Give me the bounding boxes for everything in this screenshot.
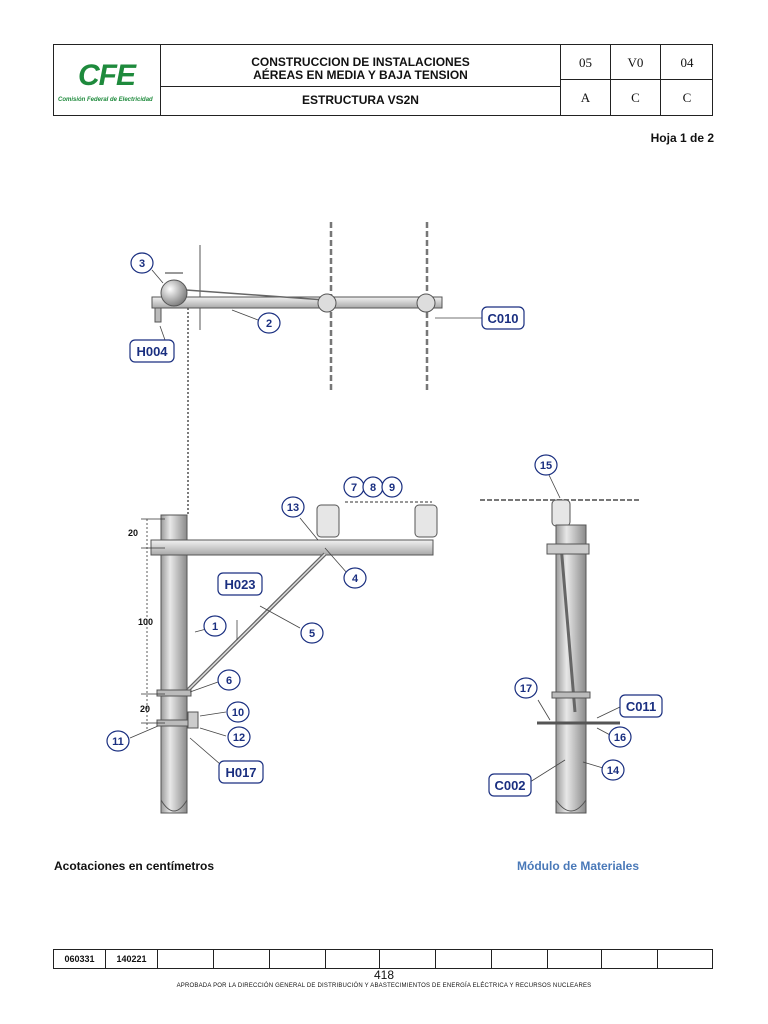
svg-text:H004: H004 xyxy=(136,344,168,359)
code-cell: C xyxy=(682,90,692,105)
callout-16 xyxy=(609,727,631,747)
label-c010 xyxy=(482,307,524,329)
callout-9 xyxy=(382,477,402,497)
band-clamp xyxy=(157,690,191,696)
revision-cell xyxy=(270,950,326,968)
leader-5 xyxy=(260,606,300,628)
callout-6 xyxy=(218,670,240,690)
side-clamp-top xyxy=(547,544,589,554)
svg-text:3: 3 xyxy=(138,258,146,270)
top-view xyxy=(152,222,482,515)
leader-h004 xyxy=(160,326,165,340)
callout-14 xyxy=(602,760,624,780)
label-h004 xyxy=(130,340,174,362)
leader-10 xyxy=(200,712,226,716)
logo-subtitle: Comisión Federal de Electricidad xyxy=(58,97,153,103)
revision-table xyxy=(53,949,713,969)
svg-text:8: 8 xyxy=(369,482,377,494)
insulator-front-1 xyxy=(317,505,339,537)
materials-module: Módulo de Materiales xyxy=(517,859,640,873)
revision-cell xyxy=(548,950,602,968)
leader-13 xyxy=(300,518,318,540)
svg-text:12: 12 xyxy=(232,732,246,744)
revision-cell xyxy=(492,950,548,968)
code-cell: 05 xyxy=(561,45,611,80)
pole-top-section xyxy=(161,280,187,306)
insulator-front-2 xyxy=(415,505,437,537)
revision-cell xyxy=(326,950,380,968)
svg-text:17: 17 xyxy=(519,683,533,695)
code-cell: A xyxy=(561,80,611,115)
leader-c011 xyxy=(597,707,620,718)
svg-text:1: 1 xyxy=(211,621,219,633)
revision-cell xyxy=(658,950,712,968)
callout-17 xyxy=(515,678,537,698)
insulator-top-2 xyxy=(417,294,435,312)
callout-7 xyxy=(344,477,364,497)
svg-text:13: 13 xyxy=(286,502,300,514)
leader-3 xyxy=(152,270,163,283)
leader-11 xyxy=(130,726,158,738)
svg-text:5: 5 xyxy=(308,628,316,640)
svg-text:C011: C011 xyxy=(625,699,657,714)
leader-12 xyxy=(200,728,226,736)
leader-17 xyxy=(538,700,550,720)
svg-text:2: 2 xyxy=(265,318,273,330)
approval-note: APROBADA POR LA DIRECCIÓN GENERAL DE DISTRIBUCIÓN Y ABASTECIMIENTOS DE ENERGÍA ELÉCTRICA Y RECURSOS NUCLEARES xyxy=(176,983,592,989)
insulator-top-1 xyxy=(318,294,336,312)
logo-text: CFE xyxy=(78,59,135,92)
svg-text:4: 4 xyxy=(351,573,359,585)
svg-text:11: 11 xyxy=(112,736,124,748)
revision-cell xyxy=(158,950,214,968)
code-cell: 04 xyxy=(661,45,713,80)
crossarm-front xyxy=(151,540,433,555)
callout-10 xyxy=(227,702,249,722)
leader-h017 xyxy=(190,738,220,764)
svg-text:14: 14 xyxy=(606,765,620,777)
label-h017 xyxy=(219,761,263,783)
callout-12 xyxy=(228,727,250,747)
revision-cell: 140221 xyxy=(106,950,158,968)
label-h023 xyxy=(218,573,262,595)
callout-8 xyxy=(363,477,383,497)
svg-text:6: 6 xyxy=(225,675,233,687)
front-view xyxy=(127,502,437,813)
callout-15 xyxy=(535,455,557,475)
svg-text:15: 15 xyxy=(539,460,553,472)
svg-text:C002: C002 xyxy=(494,778,526,793)
svg-text:16: 16 xyxy=(613,732,627,744)
revision-cell: 060331 xyxy=(54,950,106,968)
callout-5 xyxy=(301,623,323,643)
connector xyxy=(188,712,198,728)
callout-13 xyxy=(282,497,304,517)
label-c002 xyxy=(489,774,531,796)
pole-front xyxy=(161,515,187,813)
side-clamp xyxy=(552,692,590,698)
leader-2 xyxy=(232,310,258,320)
callout-4 xyxy=(344,568,366,588)
revision-cell xyxy=(214,950,270,968)
svg-text:9: 9 xyxy=(388,482,396,494)
insulator-side xyxy=(552,500,570,526)
callout-11 xyxy=(107,731,129,751)
callout-2 xyxy=(258,313,280,333)
svg-text:H017: H017 xyxy=(225,765,257,780)
svg-text:H023: H023 xyxy=(224,577,256,592)
dim-20-bottom: 20 xyxy=(139,704,150,714)
title-line-2: AÉREAS EN MEDIA Y BAJA TENSION xyxy=(253,68,468,82)
revision-cell xyxy=(602,950,658,968)
title-line-1: CONSTRUCCION DE INSTALACIONES xyxy=(251,55,470,69)
leader-15 xyxy=(549,475,560,498)
dimension-labels xyxy=(128,528,153,714)
callout-1 xyxy=(204,616,226,636)
svg-text:10: 10 xyxy=(231,707,245,719)
sheet-number: Hoja 1 de 2 xyxy=(650,131,714,145)
code-cell: V0 xyxy=(611,45,661,80)
svg-text:C010: C010 xyxy=(487,311,519,326)
revision-cell xyxy=(436,950,492,968)
structure-name: ESTRUCTURA VS2N xyxy=(302,93,419,107)
label-c011 xyxy=(620,695,662,717)
code-cell: C xyxy=(611,80,661,115)
revision-cell xyxy=(380,950,436,968)
dim-20-top: 20 xyxy=(127,528,138,538)
dim-100: 100 xyxy=(137,617,153,627)
units-note: Acotaciones en centímetros xyxy=(54,859,215,873)
bolt-top xyxy=(155,308,161,322)
svg-text:7: 7 xyxy=(350,482,358,494)
page-number: 418 xyxy=(373,968,395,982)
callout-3 xyxy=(131,253,153,273)
